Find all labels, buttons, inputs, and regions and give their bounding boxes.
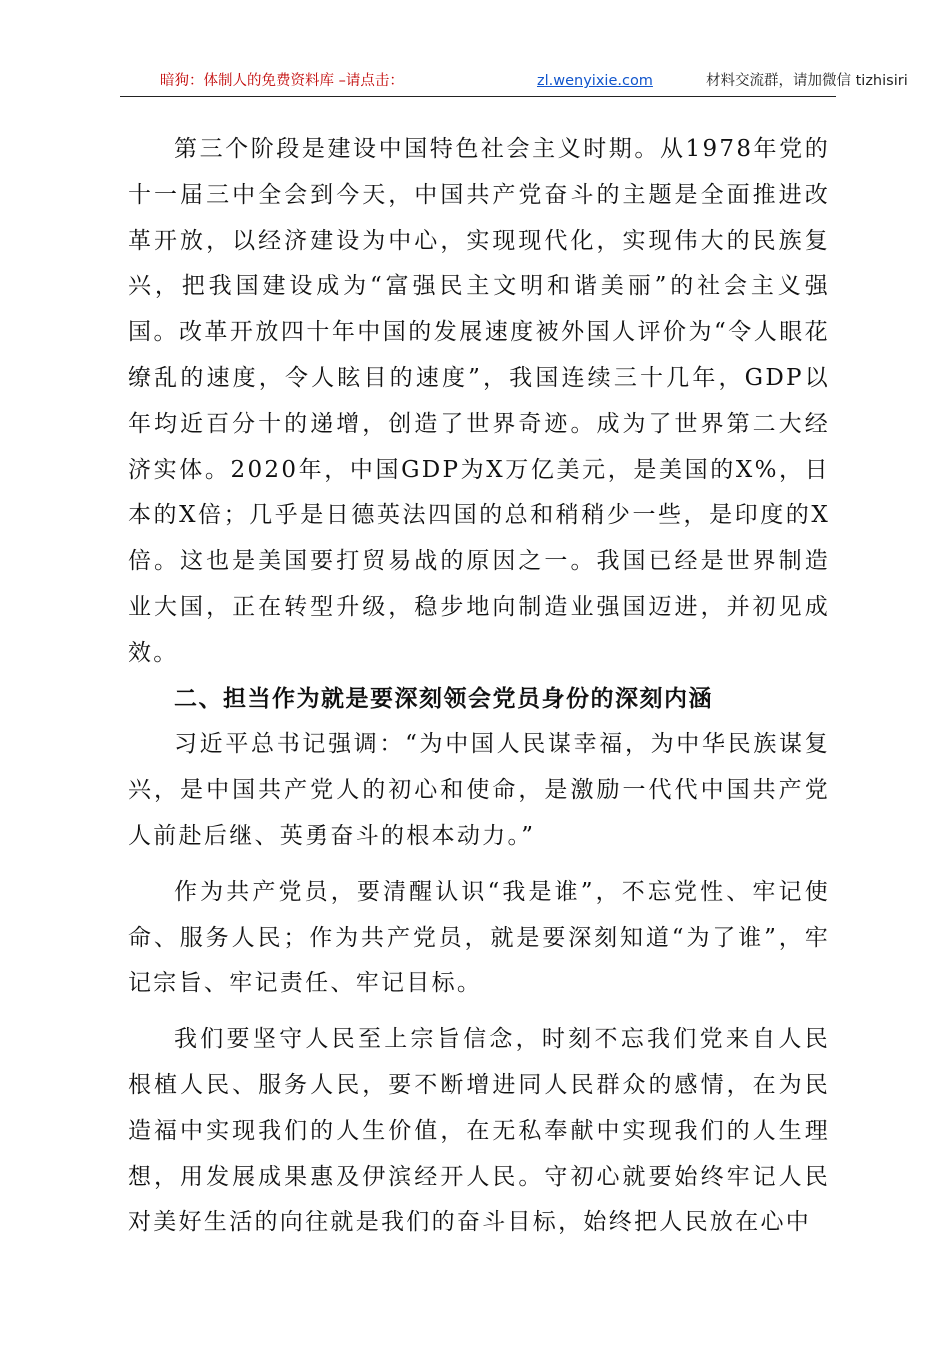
header-brand-text: 暗狗：体制人的免费资料库 –请点击： xyxy=(160,73,404,89)
section-heading-two: 二、担当作为就是要深刻领会党员身份的深刻内涵 xyxy=(174,685,713,712)
page-header xyxy=(120,70,908,97)
paragraph-people-first: 我们要坚守人民至上宗旨信念，时刻不忘我们党来自人民根植人民、服务人民，要不断增进同人民群众的感情，在为民造福中实现我们的人生价值，在无私奉献中实现我们的人生理想，用发展成果惠及伊滨经开人民。守初心就要始终牢记人民对美好生活的向往就是我们的奋斗目标，始终把人民放在心中 xyxy=(128,1026,830,1236)
header-wechat-text: 材料交流群，请加微信 tizhisiri xyxy=(706,73,908,89)
paragraph-party-member: 作为共产党员，要清醒认识“我是谁”，不忘党性、牢记使命、服务人民；作为共产党员，就是要深刻知道“为了谁”，牢记宗旨、牢记责任、牢记目标。 xyxy=(128,878,830,997)
paragraph-xi-quote: 习近平总书记强调：“为中国人民谋幸福，为中华民族谋复兴，是中国共产党人的初心和使命，是激励一代代中国共产党人前赴后继、英勇奋斗的根本动力。” xyxy=(128,731,830,849)
header-link[interactable]: zl.wenyixie.com xyxy=(537,73,653,89)
document-body xyxy=(128,127,830,1246)
paragraph-stage-three: 第三个阶段是建设中国特色社会主义时期。从1978年党的十一届三中全会到今天，中国共产党奋斗的主题是全面推进改革开放，以经济建设为中心，实现现代化，实现伟大的民族复兴，把我国建设成为“富强民主文明和谐美丽”的社会主义强国。改革开放四十年中国的发展速度被外国人评价为“令人眼花缭乱的速度，令人眩目的速度”，我国连续三十几年，GDP以年均近百分十的递增，创造了世界奇迹。成为了世界第二大经济实体。2020年，中国GDP为X万亿美元，是美国的X%，日本的X倍；几乎是日德英法四国的总和稍稍少一些，是印度的X倍。这也是美国要打贸易战的原因之一。我国已经是世界制造业大国，正在转型升级，稳步地向制造业强国迈进，并初见成效。 xyxy=(128,136,830,666)
